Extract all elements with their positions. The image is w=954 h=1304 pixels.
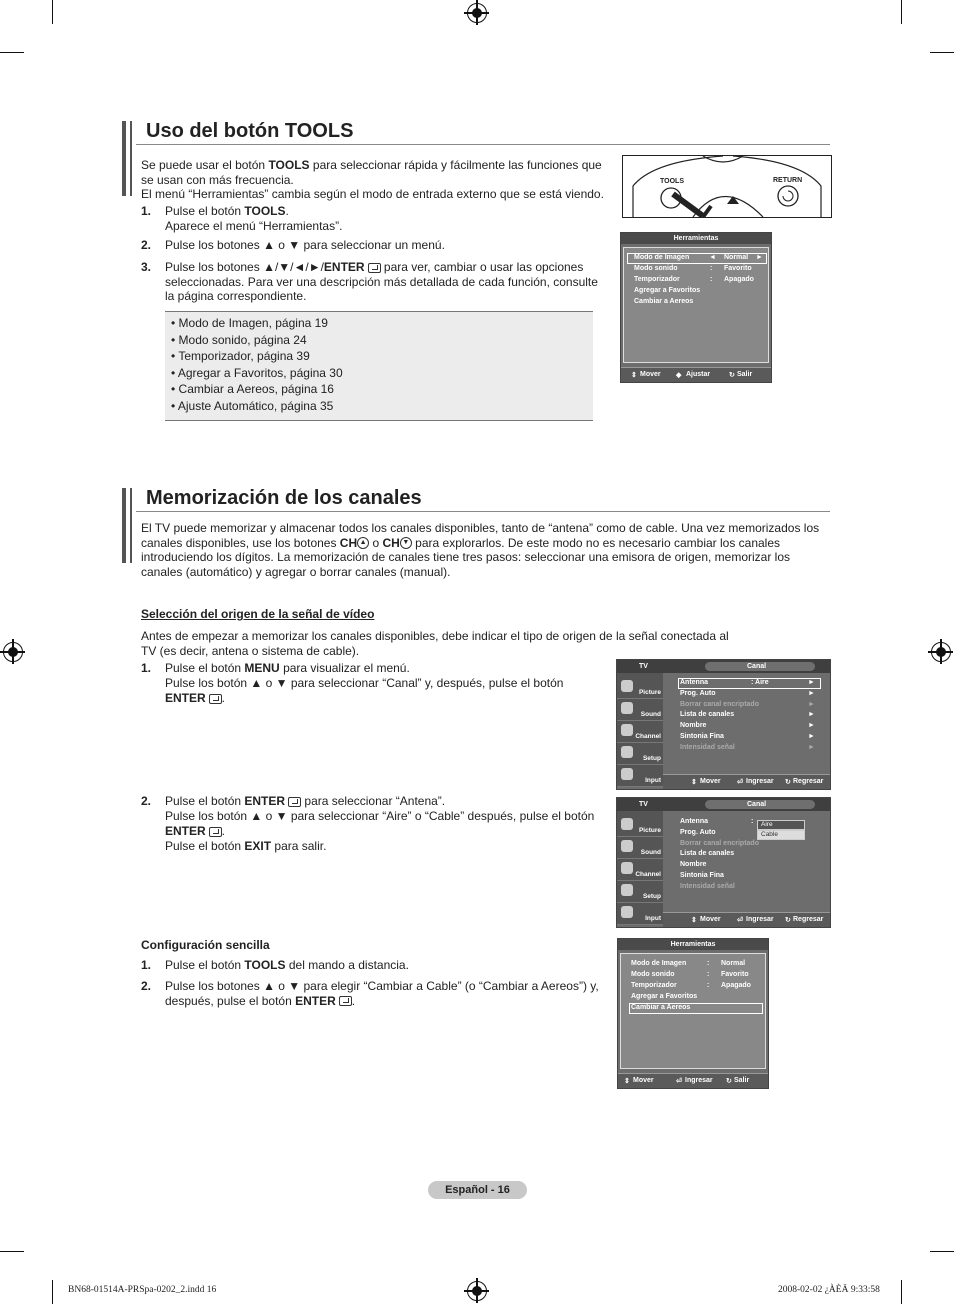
tv-label: TV (639, 663, 648, 670)
menu-row-sep: : (707, 982, 710, 989)
menu-row-label: Sintonia Fina (680, 872, 724, 879)
reference-item: • Modo sonido, página 24 (171, 332, 307, 347)
footer-return: Regresar (793, 916, 824, 923)
menu-title: Canal (747, 801, 767, 808)
channel-menu-screenshot (616, 659, 831, 790)
option-cable[interactable]: Cable (757, 830, 805, 840)
footer-move: Mover (700, 916, 721, 923)
menu-row-label: Cambiar a Aereos (634, 298, 694, 305)
right-arrow-icon: ► (808, 722, 815, 729)
enter-icon (339, 996, 352, 1006)
menu-row-label: Modo sonido (631, 971, 675, 978)
tools-step-2: Pulse los botones ▲ o ▼ para seleccionar un menú. (165, 238, 445, 252)
picture-icon (621, 818, 633, 830)
menu-row-label: Agregar a Favoritos (634, 287, 701, 294)
ch-down-icon: ▼ (400, 537, 412, 549)
subheading-easy-setup: Configuración sencilla (141, 938, 270, 952)
move-icon: ⇕ (691, 917, 697, 924)
enter-icon (209, 827, 222, 837)
crop-mark (930, 1251, 954, 1252)
return-icon: ↻ (729, 372, 735, 379)
enter-icon (368, 263, 381, 273)
menu-row-label: Cambiar a Aereos (631, 1004, 691, 1011)
step-number: 1. (141, 204, 152, 218)
return-icon: ↻ (785, 779, 791, 786)
tools-menu-screenshot-2 (617, 938, 769, 1089)
page-number: Español - 16 (428, 1181, 527, 1199)
menu-row-label: Prog. Auto (680, 690, 716, 697)
reference-item: • Modo de Imagen, página 19 (171, 316, 328, 330)
input-icon (621, 768, 633, 780)
right-arrow-icon: ► (808, 744, 815, 751)
easy-step-1: Pulse el botón TOOLS del mando a distancia. (165, 958, 409, 972)
menu-row-label: Temporizador (634, 276, 680, 283)
section-title-tools: Uso del botón TOOLS (146, 120, 354, 142)
crop-mark (52, 0, 53, 24)
menu-row-label: Modo de Imagen (634, 254, 690, 261)
registration-mark-icon (3, 642, 23, 662)
footer-move: Mover (700, 778, 721, 785)
return-icon: ↻ (785, 917, 791, 924)
picture-icon (621, 680, 633, 692)
menu-row-value: : Aire (751, 679, 769, 686)
move-icon: ⇕ (691, 779, 697, 786)
crop-mark (901, 1280, 902, 1304)
menu-row-label: Agregar a Favoritos (631, 993, 698, 1000)
menu-row-label: Borrar canal encriptado (680, 701, 759, 708)
menu-row-value: Favorito (724, 265, 752, 272)
menu-row-label: Modo sonido (634, 265, 678, 272)
sound-icon (621, 840, 633, 852)
sidebar-item-setup[interactable]: Setup (617, 743, 663, 765)
footer-enter: Ingresar (685, 1077, 713, 1084)
return-button-label: RETURN (773, 177, 803, 184)
footer-move: Mover (640, 371, 661, 378)
reference-item: • Temporizador, página 39 (171, 349, 310, 363)
right-arrow-icon: ► (808, 711, 815, 718)
channel-icon (621, 862, 633, 874)
setup-icon (621, 884, 633, 896)
menu-row-label: Nombre (680, 861, 707, 868)
left-arrow-icon: ◄ (709, 254, 716, 261)
menu-title: Canal (747, 663, 767, 670)
tools-button-label: TOOLS (660, 178, 684, 185)
right-arrow-icon: ► (808, 701, 815, 708)
footer-enter: Ingresar (746, 916, 774, 923)
sidebar-item-sound[interactable]: Sound (617, 699, 663, 721)
step-number: 2. (141, 238, 152, 252)
section-bar (122, 488, 126, 563)
step-number: 2. (141, 979, 152, 993)
menu-footer (663, 912, 830, 927)
menu-panel (623, 247, 769, 363)
remote-illustration (622, 155, 832, 218)
sidebar-item-input[interactable]: Input (617, 903, 663, 925)
tools-menu-screenshot (620, 232, 772, 383)
sidebar-item-input[interactable]: Input (617, 765, 663, 787)
section-title-channels: Memorización de los canales (146, 487, 422, 509)
signal-intro: Antes de empezar a memorizar los canales disponibles, debe indicar el tipo de origen de la señal conectada al TV (es decir, antena o sistema de cable). (141, 629, 729, 658)
section-rule (136, 511, 830, 512)
reference-item: • Cambiar a Aereos, página 16 (171, 382, 334, 396)
sidebar-item-sound[interactable]: Sound (617, 837, 663, 859)
sidebar-item-picture[interactable]: Picture (617, 677, 663, 699)
menu-row-sep: : (707, 971, 710, 978)
enter-icon: ⏎ (737, 917, 743, 924)
step-number: 1. (141, 661, 152, 675)
section-rule (136, 144, 830, 145)
menu-row-label: Nombre (680, 722, 707, 729)
enter-icon: ⏎ (737, 779, 743, 786)
section-bar (122, 121, 126, 196)
menu-row-value: Favorito (721, 971, 749, 978)
reference-item: • Ajuste Automático, página 35 (171, 398, 334, 413)
menu-row-label: Intensidad señal (680, 744, 735, 751)
channels-intro: El TV puede memorizar y almacenar todos los canales disponibles, tanto de “antena” como de cable. Una vez memorizados los canales disponibles, use los botones CH ▲ o CH ▼ para explorarlos. De este modo no es necesario cambiar los canales introduciendo los dígitos. La memorización de canales tiene tres pasos: seleccionar una emisora de origen, memorizar los canales (automático) y agregar o borrar canales (manual). (141, 521, 820, 579)
menu-row-label: Intensidad señal (680, 883, 735, 890)
menu-row-value: Normal (721, 960, 746, 967)
menu-row-sep: : (710, 276, 713, 283)
step-number: 3. (141, 260, 152, 274)
remote-drawing (623, 156, 831, 217)
menu-title: Herramientas (618, 939, 768, 950)
sidebar-item-picture[interactable]: Picture (617, 815, 663, 837)
menu-row-sep: : (751, 818, 754, 825)
section-bar (130, 121, 132, 196)
crop-mark (52, 1280, 53, 1304)
crop-mark (0, 52, 24, 53)
menu-sidebar (617, 811, 663, 925)
move-icon: ⇕ (624, 1078, 630, 1085)
menu-row-label: Temporizador (631, 982, 677, 989)
enter-icon: ⏎ (676, 1078, 682, 1085)
sound-icon (621, 702, 633, 714)
enter-icon (288, 797, 301, 807)
menu-row-label: Borrar canal encriptado (680, 840, 759, 847)
signal-step-1: Pulse el botón MENU para visualizar el menú. Pulse los botón ▲ o ▼ para seleccionar “Canal” y, después, pulse el botón ENTER . (165, 661, 564, 705)
right-arrow-icon: ► (808, 690, 815, 697)
menu-row-label: Lista de canales (680, 711, 735, 718)
menu-footer (621, 367, 771, 382)
tools-intro: Se puede usar el botón TOOLS para seleccionar rápida y fácilmente las funciones que se usan con más frecuencia. El menú “Herramientas” cambia según el modo de entrada externo que se está viendo. (141, 158, 604, 201)
menu-row-label: Antenna (680, 818, 708, 825)
reference-item: • Agregar a Favoritos, página 30 (171, 365, 343, 380)
reference-box (165, 311, 593, 421)
subheading-signal-source: Selección del origen de la señal de vídeo (141, 607, 375, 621)
channel-icon (621, 724, 633, 736)
print-slug-right: 2008-02-02 ¿ÀÈÄ 9:33:58 (778, 1285, 880, 1295)
move-icon: ⇕ (631, 372, 637, 379)
sidebar-item-channel[interactable]: Channel (617, 721, 663, 743)
print-slug-left: BN68-01514A-PRSpa-0202_2.indd 16 (68, 1285, 217, 1295)
section-bar (130, 488, 132, 563)
crop-mark (901, 0, 902, 24)
menu-footer (618, 1073, 768, 1088)
easy-step-2: Pulse los botones ▲ o ▼ para elegir “Cambiar a Cable” (o “Cambiar a Aereos”) y, después, pulse el botón ENTER . (165, 979, 599, 1008)
channel-antenna-menu-screenshot (616, 797, 831, 928)
enter-icon (209, 694, 222, 704)
footer-adjust: Ajustar (686, 371, 711, 378)
tools-step-3: Pulse los botones ▲/▼/◄/►/ENTER para ver, cambiar o usar las opciones seleccionadas. Para ver una descripción más detallada de cada función, consulte la página correspondiente. (165, 260, 598, 303)
sidebar-item-channel[interactable]: Channel (617, 859, 663, 881)
tools-step-1: Pulse el botón TOOLS. Aparece el menú “Herramientas”. (165, 204, 343, 233)
menu-row-value: Apagado (721, 982, 751, 989)
menu-panel (620, 953, 766, 1069)
return-icon: ↻ (726, 1078, 732, 1085)
right-arrow-icon: ► (808, 733, 815, 740)
menu-row-label: Prog. Auto (680, 829, 716, 836)
step-number: 1. (141, 958, 152, 972)
right-arrow-icon: ► (808, 679, 815, 686)
footer-exit: Salir (734, 1077, 750, 1084)
tv-label: TV (639, 801, 648, 808)
menu-row-sep: : (710, 265, 713, 272)
step-number: 2. (141, 794, 152, 808)
footer-move: Mover (633, 1077, 654, 1084)
menu-row-label: Lista de canales (680, 850, 735, 857)
sidebar-item-setup[interactable]: Setup (617, 881, 663, 903)
menu-row-value: Normal (724, 254, 749, 261)
ch-up-icon: ▲ (357, 537, 369, 549)
adjust-icon: ◆ (676, 372, 682, 379)
right-arrow-icon: ► (756, 254, 763, 261)
registration-mark-icon (467, 3, 487, 23)
option-aire[interactable]: Aire (757, 820, 805, 830)
menu-row-label: Sintonia Fina (680, 733, 724, 740)
menu-row-label: Antenna (680, 679, 708, 686)
menu-footer (663, 774, 830, 789)
footer-enter: Ingresar (746, 778, 774, 785)
footer-return: Regresar (793, 778, 824, 785)
footer-exit: Salir (737, 371, 753, 378)
menu-title: Herramientas (621, 233, 771, 244)
registration-mark-icon (931, 642, 951, 662)
input-icon (621, 906, 633, 918)
menu-sidebar (617, 673, 663, 787)
signal-step-2: Pulse el botón ENTER para seleccionar “Antena”. Pulse los botón ▲ o ▼ para seleccionar “Aire” o “Cable” después, pulse el botón ENTER . Pulse el botón EXIT para salir. (165, 794, 595, 853)
crop-mark (930, 52, 954, 53)
setup-icon (621, 746, 633, 758)
menu-row-value: Apagado (724, 276, 754, 283)
menu-row-label: Modo de Imagen (631, 960, 687, 967)
menu-row-sep: : (707, 960, 710, 967)
registration-mark-icon (467, 1281, 487, 1301)
crop-mark (0, 1251, 24, 1252)
